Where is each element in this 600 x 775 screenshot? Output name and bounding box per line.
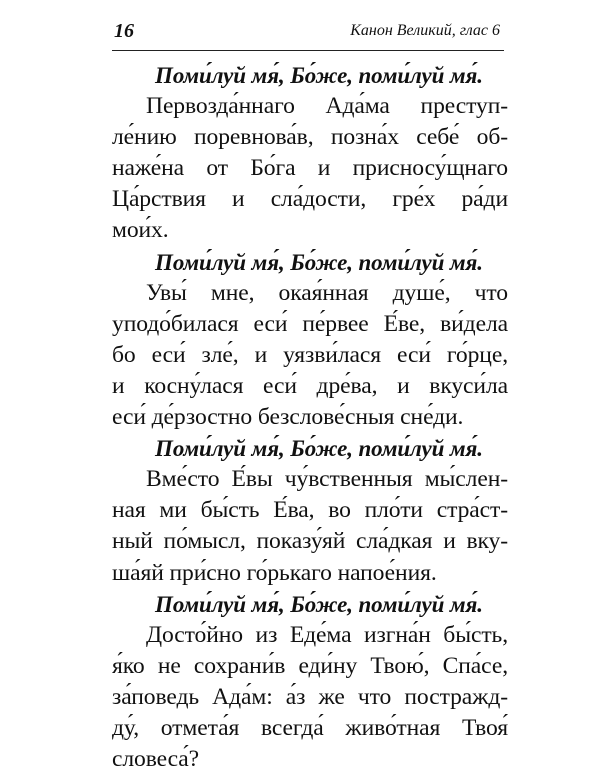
running-title: Канон Великий, глас 6: [350, 22, 500, 39]
refrain: Поми́луй мя́, Бо́же, поми́луй мя́.: [155, 63, 483, 88]
page-header: [112, 16, 504, 51]
text-line: за́поведь Ада́м: а́з же что постражд-: [112, 683, 508, 710]
text-line: словеса́?: [112, 746, 200, 773]
text-line: Увы́ мне, окая́нная душе́, что: [146, 279, 508, 306]
text-line: уподо́билася еси́ пе́рвее Е́ве, ви́дела: [112, 310, 508, 337]
text-line: я́ко не сохрани́в еди́ну Твою́, Спа́се,: [112, 652, 508, 679]
text-line: Первозда́ннаго Ада́ма преступ-: [146, 93, 508, 120]
text-line: Ца́рствия и сла́дости, гре́х ра́ди: [112, 186, 508, 213]
text-line: Вме́сто Е́вы чу́вственныя мы́слен-: [146, 466, 508, 493]
refrain: Поми́луй мя́, Бо́же, поми́луй мя́.: [155, 591, 483, 617]
refrain: Поми́луй мя́, Бо́же, поми́луй мя́.: [155, 436, 483, 462]
body-text: [112, 60, 508, 775]
text-line: ле́нию поревнова́в, позна́х себе́ об-: [112, 124, 508, 151]
text-line: наже́на от Бо́га и присносу́щнаго: [112, 155, 508, 182]
text-line: Досто́йно из Еде́ма изгна́н бы́сть,: [146, 621, 508, 648]
text-line: бо еси́ зле́, и уязви́лася еси́ го́рце,: [112, 341, 508, 368]
text-line: ша́яй при́сно го́рькаго напое́ния.: [112, 559, 437, 586]
text-line: и косну́лася еси́ дре́ва, и вкуси́ла: [112, 372, 508, 399]
page-number: 16: [114, 20, 134, 42]
refrain: Поми́луй мя́, Бо́же, поми́луй мя́.: [155, 249, 483, 275]
text-line: ная ми бы́сть Е́ва, во пло́ти стра́ст-: [112, 497, 508, 524]
text-line: еси́ де́рзостно безслове́сныя сне́ди.: [112, 404, 464, 431]
text-line: мои́х.: [112, 217, 169, 244]
text-line: ный по́мысл, показу́яй сла́дкая и вку-: [112, 528, 508, 555]
text-line: ду́, отмета́я всегда́ живо́тная Твоя́: [112, 714, 508, 741]
